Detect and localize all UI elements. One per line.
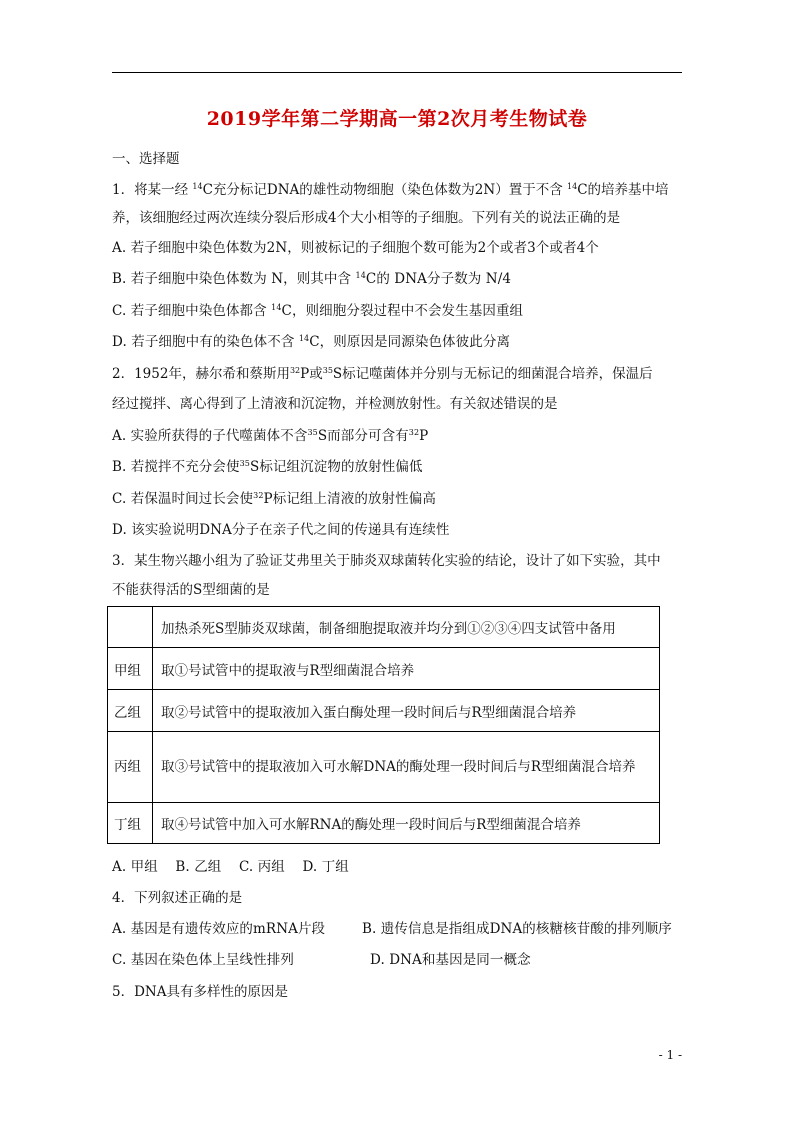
q5-stem: 5．DNA具有多样性的原因是 [112, 984, 288, 1000]
header-rule [112, 72, 682, 73]
q3-options: A. 甲组 B. 乙组 C. 丙组 D. 丁组 [112, 859, 349, 875]
table-cell-group: 乙组 [108, 690, 153, 732]
table-cell-group: 甲组 [108, 648, 153, 690]
q4-option-d: D. DNA和基因是同一概念 [370, 952, 531, 968]
table-cell-desc: 取④号试管中加入可水解RNA的酶处理一段时间后与R型细菌混合培养 [153, 803, 660, 844]
q1-stem-line2: 养，该细胞经过两次连续分裂后形成4个大小相等的子细胞。下列有关的说法正确的是 [112, 210, 621, 226]
table-row [108, 648, 660, 690]
table-row [108, 690, 660, 732]
exam-title: 2019学年第二学期高一第2次月考生物试卷 [206, 108, 588, 130]
table-cell-group [108, 607, 153, 648]
q3-stem-line2: 不能获得活的S型细菌的是 [112, 582, 270, 598]
q4-option-c: C. 基因在染色体上呈线性排列 [112, 952, 294, 968]
q2-stem-line2: 经过搅拌、离心得到了上清液和沉淀物，并检测放射性。有关叙述错误的是 [112, 396, 558, 412]
table-cell-desc: 取②号试管中的提取液加入蛋白酶处理一段时间后与R型细菌混合培养 [153, 690, 660, 732]
q3-stem-line1: 3．某生物兴趣小组为了验证艾弗里关于肺炎双球菌转化实验的结论，设计了如下实验，其中 [112, 553, 661, 569]
q4-option-a: A. 基因是有遗传效应的mRNA片段 [112, 921, 326, 937]
table-row [108, 732, 660, 803]
q2-option-a: A. 实验所获得的子代噬菌体不含$^{35}$S而部分可含有$^{32}$P [112, 428, 429, 444]
q1-option-c: C. 若子细胞中染色体都含 $^{14}$C，则细胞分裂过程中不会发生基因重组 [112, 303, 524, 319]
q2-option-c: C. 若保温时间过长会使$^{32}$P标记组上清液的放射性偏高 [112, 491, 436, 507]
table-cell-group: 丁组 [108, 803, 153, 844]
q1-option-d: D. 若子细胞中有的染色体不含 $^{14}$C，则原因是同源染色体彼此分离 [112, 334, 511, 350]
table-row [108, 803, 660, 844]
table-row [108, 607, 660, 648]
table-cell-desc: 加热杀死S型肺炎双球菌，制备细胞提取液并均分到①②③④四支试管中备用 [153, 607, 660, 648]
q4-stem: 4．下列叙述正确的是 [112, 890, 243, 906]
table-cell-group: 丙组 [108, 732, 153, 803]
q4-option-b: B. 遗传信息是指组成DNA的核糖核苷酸的排列顺序 [362, 921, 672, 937]
section-heading: 一、选择题 [112, 151, 180, 167]
experiment-table [107, 606, 660, 844]
q1-option-b: B. 若子细胞中染色体数为 N，则其中含 $^{14}$C的 DNA分子数为 N/4 [112, 271, 512, 287]
table-cell-desc: 取①号试管中的提取液与R型细菌混合培养 [153, 648, 660, 690]
q2-stem-line1: 2．1952年，赫尔希和蔡斯用$^{32}$P或$^{35}$S标记噬菌体并分别与无标记的细菌混合培养，保温后 [112, 366, 653, 382]
q2-option-d: D. 该实验说明DNA分子在亲子代之间的传递具有连续性 [112, 522, 450, 538]
q1-option-a: A. 若子细胞中染色体数为2N，则被标记的子细胞个数可能为2个或者3个或者4个 [112, 240, 599, 256]
page-number: - 1 - [658, 1048, 682, 1062]
q2-option-b: B. 若搅拌不充分会使$^{35}$S标记组沉淀物的放射性偏低 [112, 459, 423, 475]
table-cell-desc: 取③号试管中的提取液加入可水解DNA的酶处理一段时间后与R型细菌混合培养 [153, 732, 660, 803]
q1-stem-line1: 1．将某一经 $^{14}$C充分标记DNA的雄性动物细胞（染色体数为2N）置于不含 $^{14}$C的培养基中培 [112, 182, 669, 198]
